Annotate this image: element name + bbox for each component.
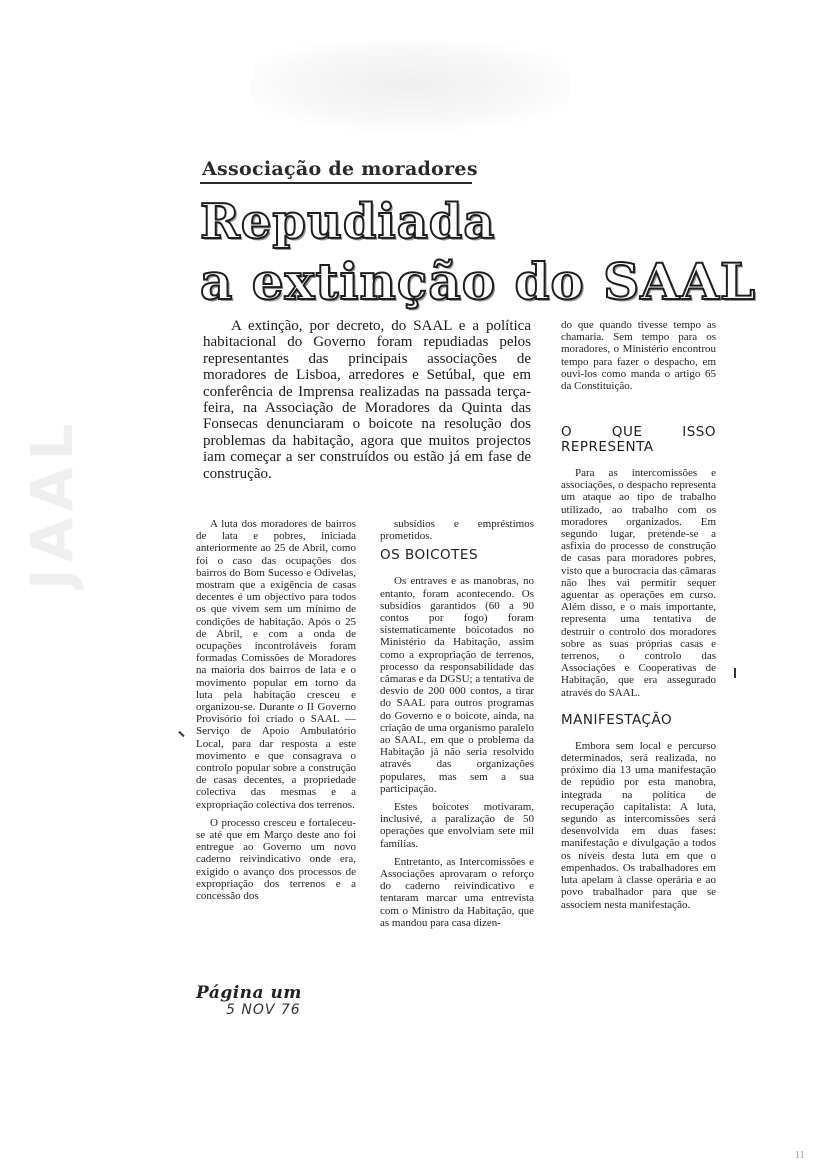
column-paragraph: Os entraves e as manobras, no entanto, foram acontecendo. Os subsídios garantidos (60 a 90 contos por fogo) foram sistematicamente boicotados no Ministério da Habitação, assim como a expropriação de terrenos, processo da responsabilidade das câmaras e da DGSU; a tentativa de desvio de 200 000 contos, a tirar do SAAL para outros programas do Governo e o boicote, ainda, na criação de uma organismo paralelo ao SAAL, em que o problema da Habitação já não seria resolvido através das organizações populares, mas sem a sua participação. xyxy=(380,575,534,795)
column-paragraph: Para as intercomissões e associações, o despacho representa um ataque ao tipo de trabalho utilizado, ao trabalho com os moradores organizados. Em segundo lugar, pretende-se a asfixia do processo de construção de casas para moradores pobres, visto que a burocracia das câmaras não lhes vai permitir sequer aguentar as operações em curso. Além disso, e o mais importante, representa uma tentativa de destruir o controlo dos moradores sobre as suas próprias casas e terrenos, o controlo das Associações e Cooperativas de Habitação, que era assegurado através do SAAL. xyxy=(561,467,716,699)
headline-line-2: a extinção do SAAL xyxy=(200,252,757,311)
subhead-manifestacao: MANIFESTAÇÃO xyxy=(561,711,673,728)
section-rule xyxy=(200,182,472,184)
lead-paragraph xyxy=(203,318,531,482)
section-label: Associação de moradores xyxy=(202,158,478,180)
stray-mark xyxy=(734,668,736,678)
handwritten-date: 5 NOV 76 xyxy=(226,1002,301,1018)
column-paragraph: Estes boicotes motivaram, inclusivé, a paralização de 50 operações que envolviam sete mil famílias. xyxy=(380,801,534,850)
column-left xyxy=(196,518,356,908)
stray-mark xyxy=(178,731,184,737)
subhead-representa: O QUE ISSO REPRESENTA xyxy=(561,424,716,455)
bleed-through-smudge xyxy=(250,40,570,130)
bleed-through-mark: JAAL xyxy=(18,417,86,590)
column-middle xyxy=(380,518,534,935)
page-number: 11 xyxy=(795,1150,805,1161)
column-paragraph: Entretanto, as Intercomissões e Associações aprovaram o reforço do caderno reivindicativo e tentaram marcar uma entrevista com o Ministro da Habitação, que as mandou para casa dizen- xyxy=(380,855,534,929)
column-paragraph: Embora sem local e percurso determinados, será realizada, no próximo dia 13 uma manifestação de repúdio por esta manobra, integrada na política de recuperação capitalista: A luta, segundo as intercomissões será desenvolvida em duas fases: manifestação e divulgação a todos os níveis desta luta em que o empenhados. Os trabalhadores em luta apelam à classe operária e ao povo trabalhador para que se associem nesta manifestação. xyxy=(561,739,716,911)
column-paragraph: subsídios e empréstimos prometidos. xyxy=(380,518,534,543)
column-right-top xyxy=(561,319,716,398)
source-stamp: Página um xyxy=(196,983,302,1003)
column-text: do que quando tivesse tempo as chamaria. Sem tempo para os moradores, o Ministério encontrou tempo para fazer o despacho, em ouvi-los como manda o artigo 65 da Constituição. xyxy=(561,319,716,393)
headline-line-1: Repudiada xyxy=(200,194,496,250)
subhead-boicotes: OS BOICOTES xyxy=(380,547,479,564)
column-paragraph: O processo cresceu e fortaleceu-se até que em Março deste ano foi entregue ao Governo um novo caderno reivindicativo onde era, exigido o avanço dos processos de expropriação dos terrenos e a concessão dos xyxy=(196,816,356,903)
column-right xyxy=(561,425,716,917)
lead-text: A extinção, por decreto, do SAAL e a política habitacional do Governo foram repudiadas pelos representantes das principais associações de moradores de Lisboa, arredores e Setúbal, que em conferência de Imprensa realizadas na passada terça-feira, na Associação de Moradores da Quinta das Fonsecas denunciaram o boicote na resolução dos problemas da habitação, agora que muitos projectos iam começar a ser construídos ou estão já em fase de construção. xyxy=(203,318,531,482)
column-paragraph: A luta dos moradores de bairros de lata e pobres, iniciada anteriormente ao 25 de Abril, como foi o caso das ocupações dos bairros do Bom Sucesso e Odivelas, mostram que a exigência de casas decentes é um objectivo para todos os que vivem sem um mínimo de condições de habitação. Após o 25 de Abril, e com a onda de ocupações incontroláveis foram formadas Comissões de Moradores na maioria dos bairros de lata e o movimento popular em torno da luta pela habitação cresceu e organizou-se. Durante o II Governo Provisório foi criado o SAAL — Serviço de Apoio Ambulatório Local, para dar resposta a este movimento e que consagrava o controlo popular sobre a construção de casas decentes, a propriedade colectiva das mesmas e a expropriação colectiva dos terrenos. xyxy=(196,518,356,811)
